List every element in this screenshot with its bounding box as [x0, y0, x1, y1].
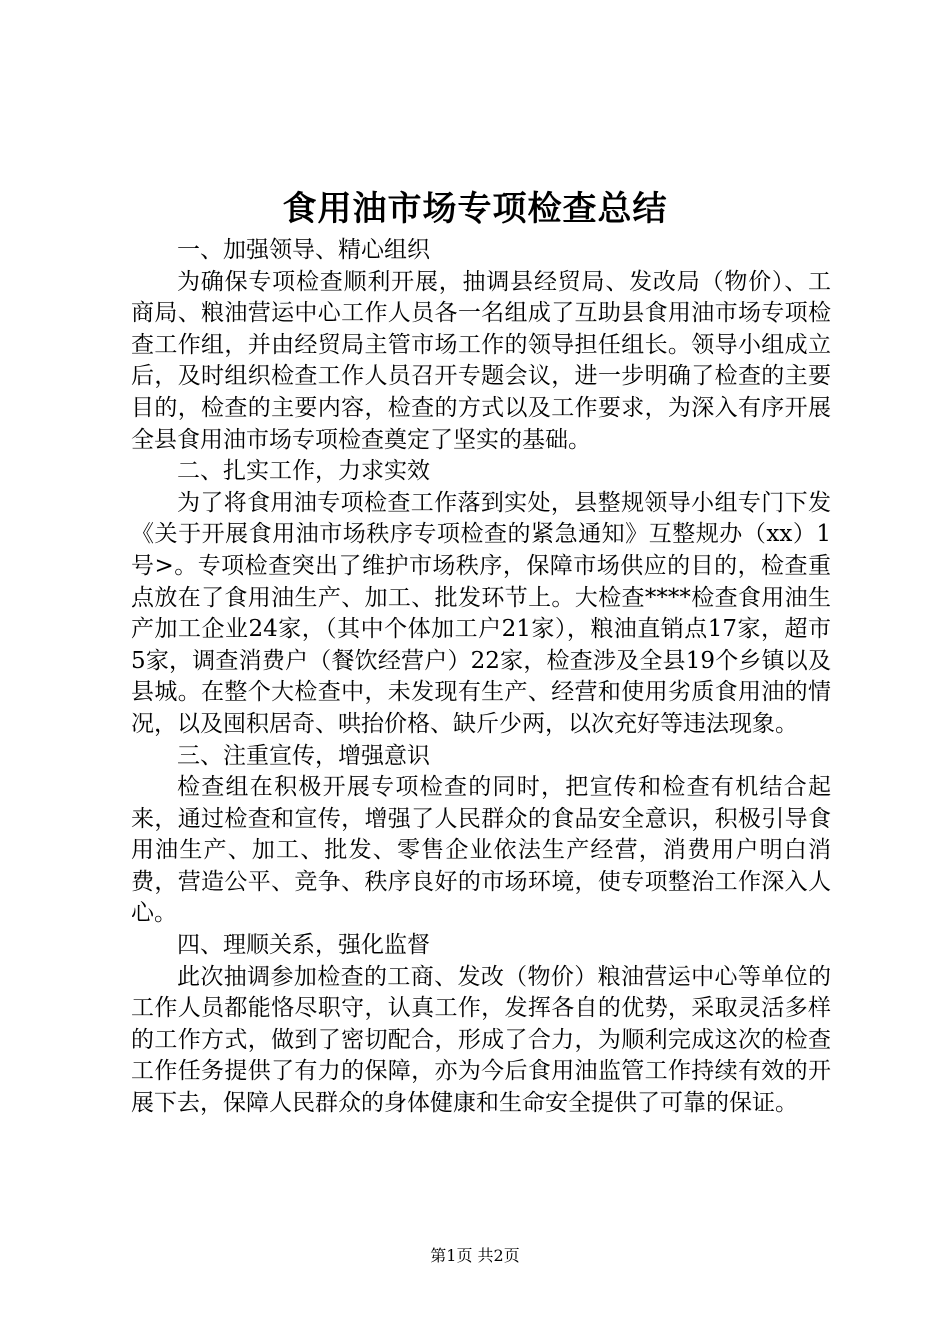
section-heading-2: 二、扎实工作，力求实效 [177, 458, 430, 485]
section-heading-4: 四、理顺关系，强化监督 [177, 932, 430, 959]
section-body-2: 为了将食用油专项检查工作落到实处，县整规领导小组专门下发《关于开展食用油市场秩序专项检查的紧急通知》互整规办（xx）1号>。专项检查突出了维护市场秩序，保障市场供应的目的，检查重点放在了食用油生产、加工、批发环节上。大检查****检查食用油生产加工企业24家，（其中个体加工户21家），粮油直销点17家，超市5家，调查消费户（餐饮经营户）22家，检查涉及全县19个乡镇以及县城。在整个大检查中，未发现有生产、经营和使用劣质食用油的情况，以及囤积居奇、哄抬价格、缺斤少两，以次充好等违法现象。 [131, 489, 831, 737]
document-title: 食用油市场专项检查总结 [282, 189, 668, 229]
section-body-1: 为确保专项检查顺利开展，抽调县经贸局、发改局（物价）、工商局、粮油营运中心工作人员各一名组成了互助县食用油市场专项检查工作组，并由经贸局主管市场工作的领导担任组长。领导小组成立后，及时组织检查工作人员召开专题会议，进一步明确了检查的主要目的，检查的主要内容，检查的方式以及工作要求，为深入有序开展全县食用油市场专项检查奠定了坚实的基础。 [131, 268, 831, 453]
section-heading-1: 一、加强领导、精心组织 [177, 237, 430, 263]
document-body [131, 235, 831, 1120]
page-footer: 第1页 共2页 [430, 1246, 520, 1265]
section-body-4: 此次抽调参加检查的工商、发改（物价）粮油营运中心等单位的工作人员都能恪尽职守，认真工作，发挥各自的优势，采取灵活多样的工作方式，做到了密切配合，形成了合力，为顺利完成这次的检查工作任务提供了有力的保障，亦为今后食用油监管工作持续有效的开展下去，保障人民群众的身体健康和生命安全提供了可靠的保证。 [131, 963, 831, 1117]
section-heading-3: 三、注重宣传，增强意识 [177, 742, 430, 769]
section-body-3: 检查组在积极开展专项检查的同时，把宣传和检查有机结合起来，通过检查和宣传，增强了人民群众的食品安全意识，积极引导食用油生产、加工、批发、零售企业依法生产经营，消费用户明白消费，营造公平、竞争、秩序良好的市场环境，使专项整治工作深入人心。 [131, 774, 831, 927]
